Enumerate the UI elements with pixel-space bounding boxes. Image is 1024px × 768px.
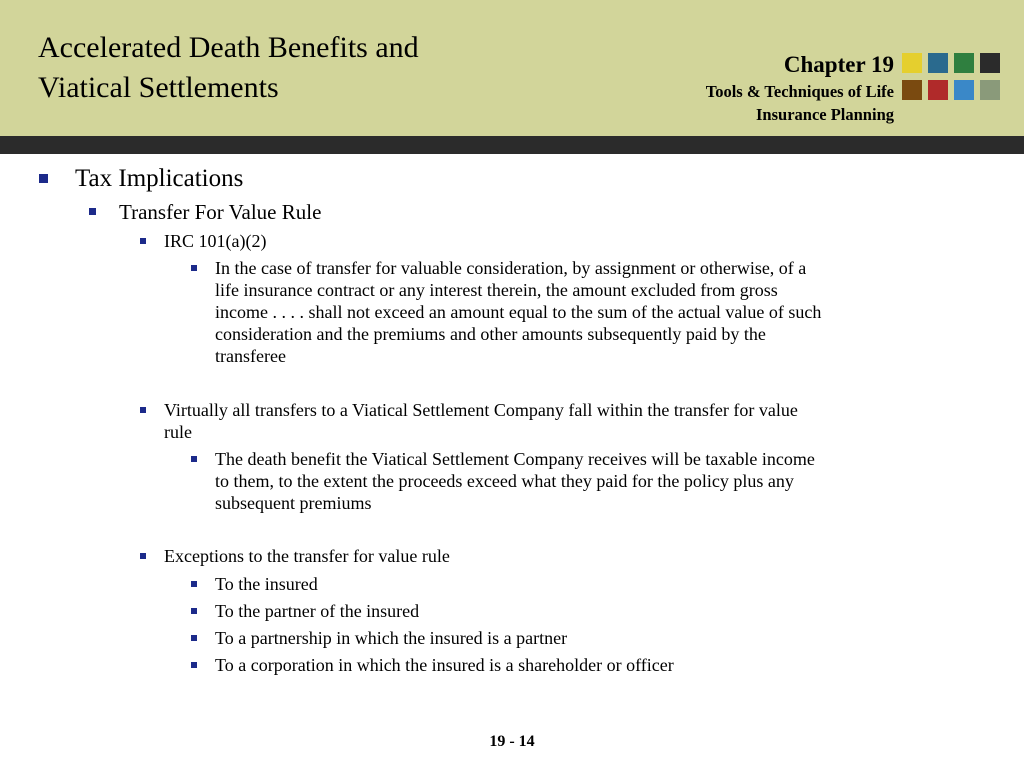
bullet-text-line: life insurance contract or any interest therein, the amount excluded from gross	[215, 280, 778, 300]
square-bullet-icon	[191, 635, 197, 641]
slide-title	[38, 28, 598, 108]
square-bullet-icon	[191, 608, 197, 614]
square-bullet-icon	[191, 456, 197, 462]
color-swatch	[954, 53, 974, 73]
bullet-text-line: The death benefit the Viatical Settlement Company receives will be taxable income	[215, 449, 815, 469]
color-swatch-grid	[902, 53, 1012, 103]
bullet-text-line: subsequent premiums	[215, 493, 372, 513]
square-bullet-icon	[191, 581, 197, 587]
square-bullet-icon	[89, 208, 96, 215]
bullet-text	[215, 448, 815, 514]
color-swatch	[980, 80, 1000, 100]
chapter-label: Chapter 19	[783, 52, 894, 77]
bullet-text-line: transferee	[215, 346, 286, 366]
chapter-block	[706, 50, 894, 126]
color-swatch	[902, 80, 922, 100]
bullet-text: To a corporation in which the insured is a shareholder or officer	[215, 655, 674, 675]
color-swatch	[928, 53, 948, 73]
square-bullet-icon	[191, 662, 197, 668]
square-bullet-icon	[140, 407, 146, 413]
bullet-text-line: Virtually all transfers to a Viatical Settlement Company fall within the transfer for value	[164, 400, 798, 420]
header-divider-bar	[0, 136, 1024, 154]
square-bullet-icon	[39, 174, 48, 183]
bullet-text-line: In the case of transfer for valuable consideration, by assignment or otherwise, of a	[215, 258, 807, 278]
slide-title-line-1: Accelerated Death Benefits and	[38, 31, 419, 64]
color-swatch	[902, 53, 922, 73]
bullet-text: To the insured	[215, 574, 318, 594]
bullet-text-line: to them, to the extent the proceeds exceed what they paid for the policy plus any	[215, 471, 794, 491]
color-swatch	[928, 80, 948, 100]
bullet-text-line: rule	[164, 422, 192, 442]
chapter-subtitle-line-1: Tools & Techniques of Life	[705, 82, 894, 101]
bullet-text: Transfer For Value Rule	[119, 200, 322, 224]
square-bullet-icon	[140, 238, 146, 244]
color-swatch	[954, 80, 974, 100]
bullet-text: To a partnership in which the insured is a partner	[215, 628, 568, 648]
chapter-subtitle-line-2: Insurance Planning	[756, 105, 894, 124]
bullet-text	[215, 257, 821, 367]
bullet-text	[164, 399, 798, 443]
bullet-text-line: income . . . . shall not exceed an amount equal to the sum of the actual value of such	[215, 302, 822, 322]
bullet-text: To the partner of the insured	[215, 601, 420, 621]
chapter-subtitle	[706, 80, 894, 126]
slide-header	[0, 0, 1024, 136]
bullet-text-line: consideration and the premiums and other amounts subsequently paid by the	[215, 324, 766, 344]
bullet-text: Tax Implications	[75, 165, 244, 192]
color-swatch	[980, 53, 1000, 73]
slide-title-line-2: Viatical Settlements	[38, 71, 279, 104]
page-number: 19 - 14	[489, 733, 535, 750]
bullet-text: IRC 101(a)(2)	[164, 231, 267, 251]
square-bullet-icon	[140, 553, 146, 559]
bullet-text: Exceptions to the transfer for value rule	[164, 546, 450, 566]
square-bullet-icon	[191, 265, 197, 271]
